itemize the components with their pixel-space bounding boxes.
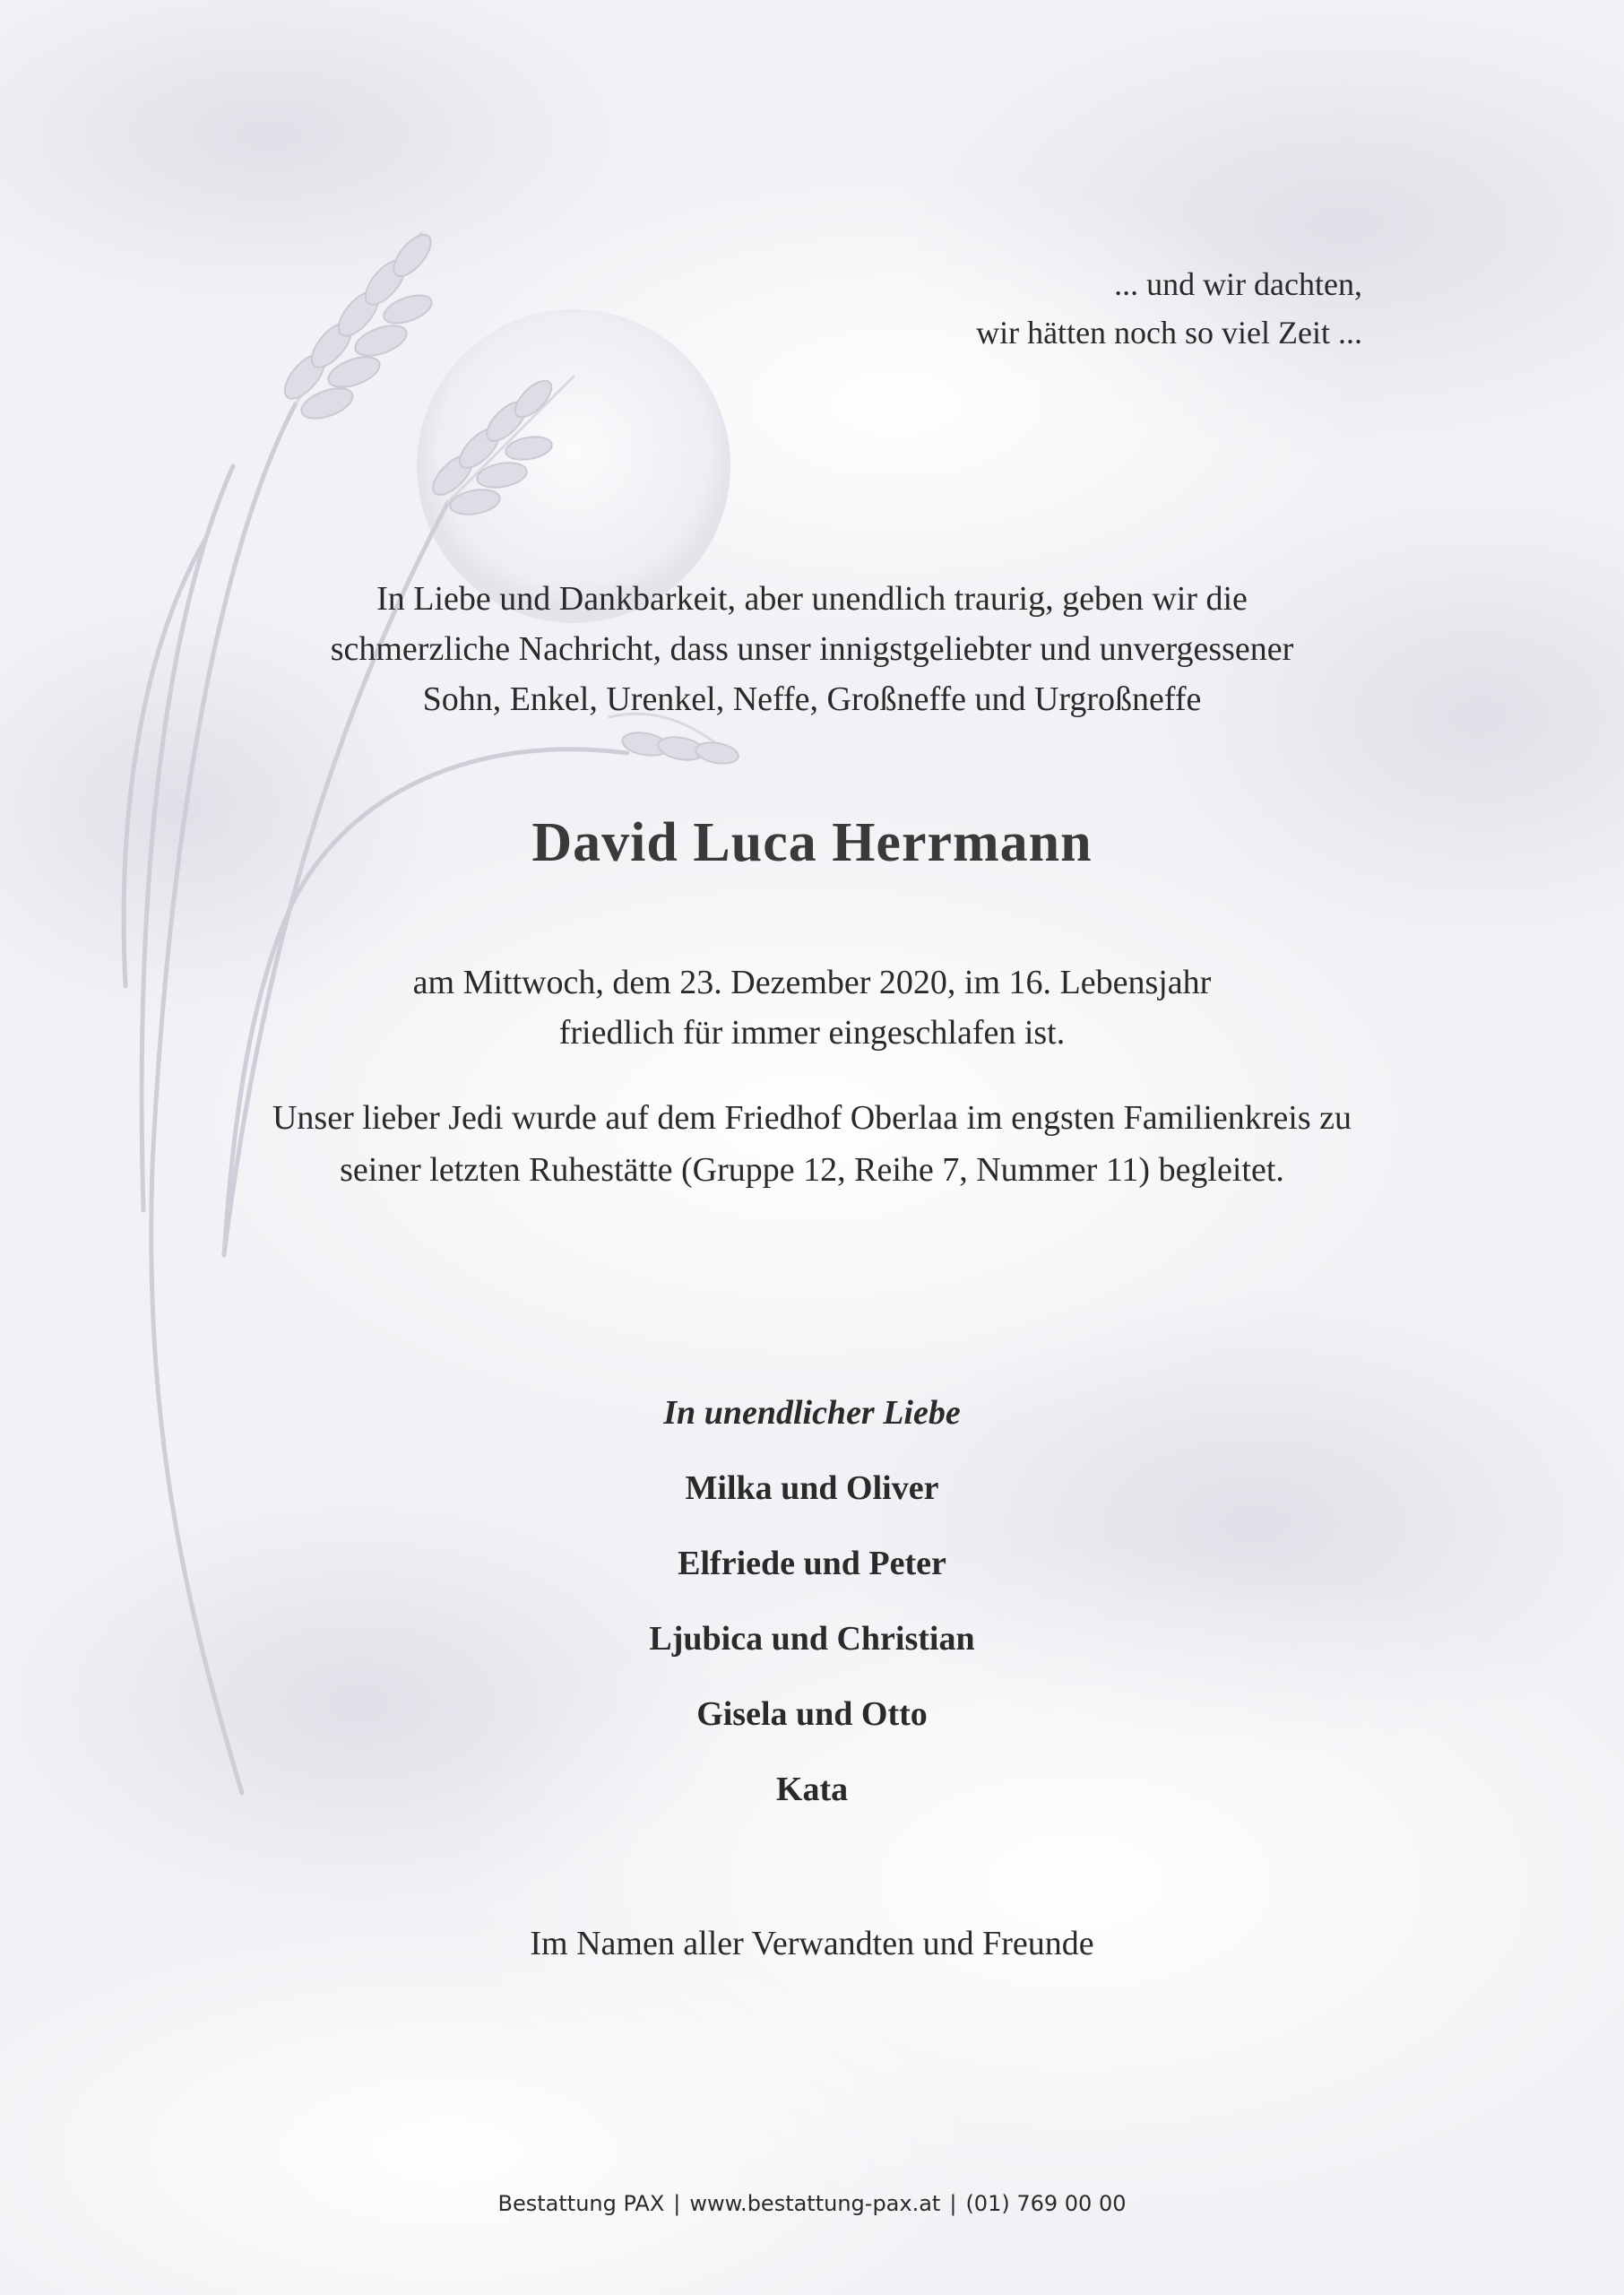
footer-company: Bestattung PAX [497,2191,665,2216]
deceased-name: David Luca Herrmann [531,812,1093,873]
mourners-lead: In unendlicher Liebe [663,1394,961,1432]
funeral-home-footer [0,2191,1624,2216]
death-date-statement [0,957,1624,1058]
intro-line-3: Sohn, Enkel, Urenkel, Neffe, Großneffe und Urgroßneffe [422,680,1202,718]
footer-phone: (01) 769 00 00 [965,2191,1127,2216]
mourner-name: Milka und Oliver [685,1469,939,1507]
footer-separator: | [673,2191,681,2216]
quote-line-1: ... und wir dachten, [1114,266,1362,302]
closing-line: Im Namen aller Verwandten und Freunde [530,1925,1094,1962]
mourner-name: Elfriede und Peter [678,1545,946,1582]
announcement-intro [0,574,1624,724]
footer-website: www.bestattung-pax.at [689,2191,941,2216]
date-line-2: friedlich für immer eingeschlafen ist. [558,1014,1066,1052]
mourners-list [0,1388,1624,1840]
opening-quote [976,260,1362,357]
mourner-name: Kata [775,1771,849,1808]
intro-line-1: In Liebe und Dankbarkeit, aber unendlich traurig, geben wir die [376,580,1248,618]
burial-line-1: Unser lieber Jedi wurde auf dem Friedhof Oberlaa im engsten Familienkreis zu [272,1099,1352,1137]
date-line-1: am Mittwoch, dem 23. Dezember 2020, im 16. Lebensjahr [412,964,1212,1001]
mourner-name: Ljubica und Christian [649,1620,975,1658]
footer-separator: | [949,2191,957,2216]
quote-line-2: wir hätten noch so viel Zeit ... [976,315,1362,351]
intro-line-2: schmerzliche Nachricht, dass unser innigstgeliebter und unvergessener [330,630,1294,668]
burial-line-2: seiner letzten Ruhestätte (Gruppe 12, Reihe 7, Nummer 11) begleitet. [340,1151,1284,1189]
burial-statement [0,1092,1624,1196]
mourner-name: Gisela und Otto [696,1695,928,1733]
